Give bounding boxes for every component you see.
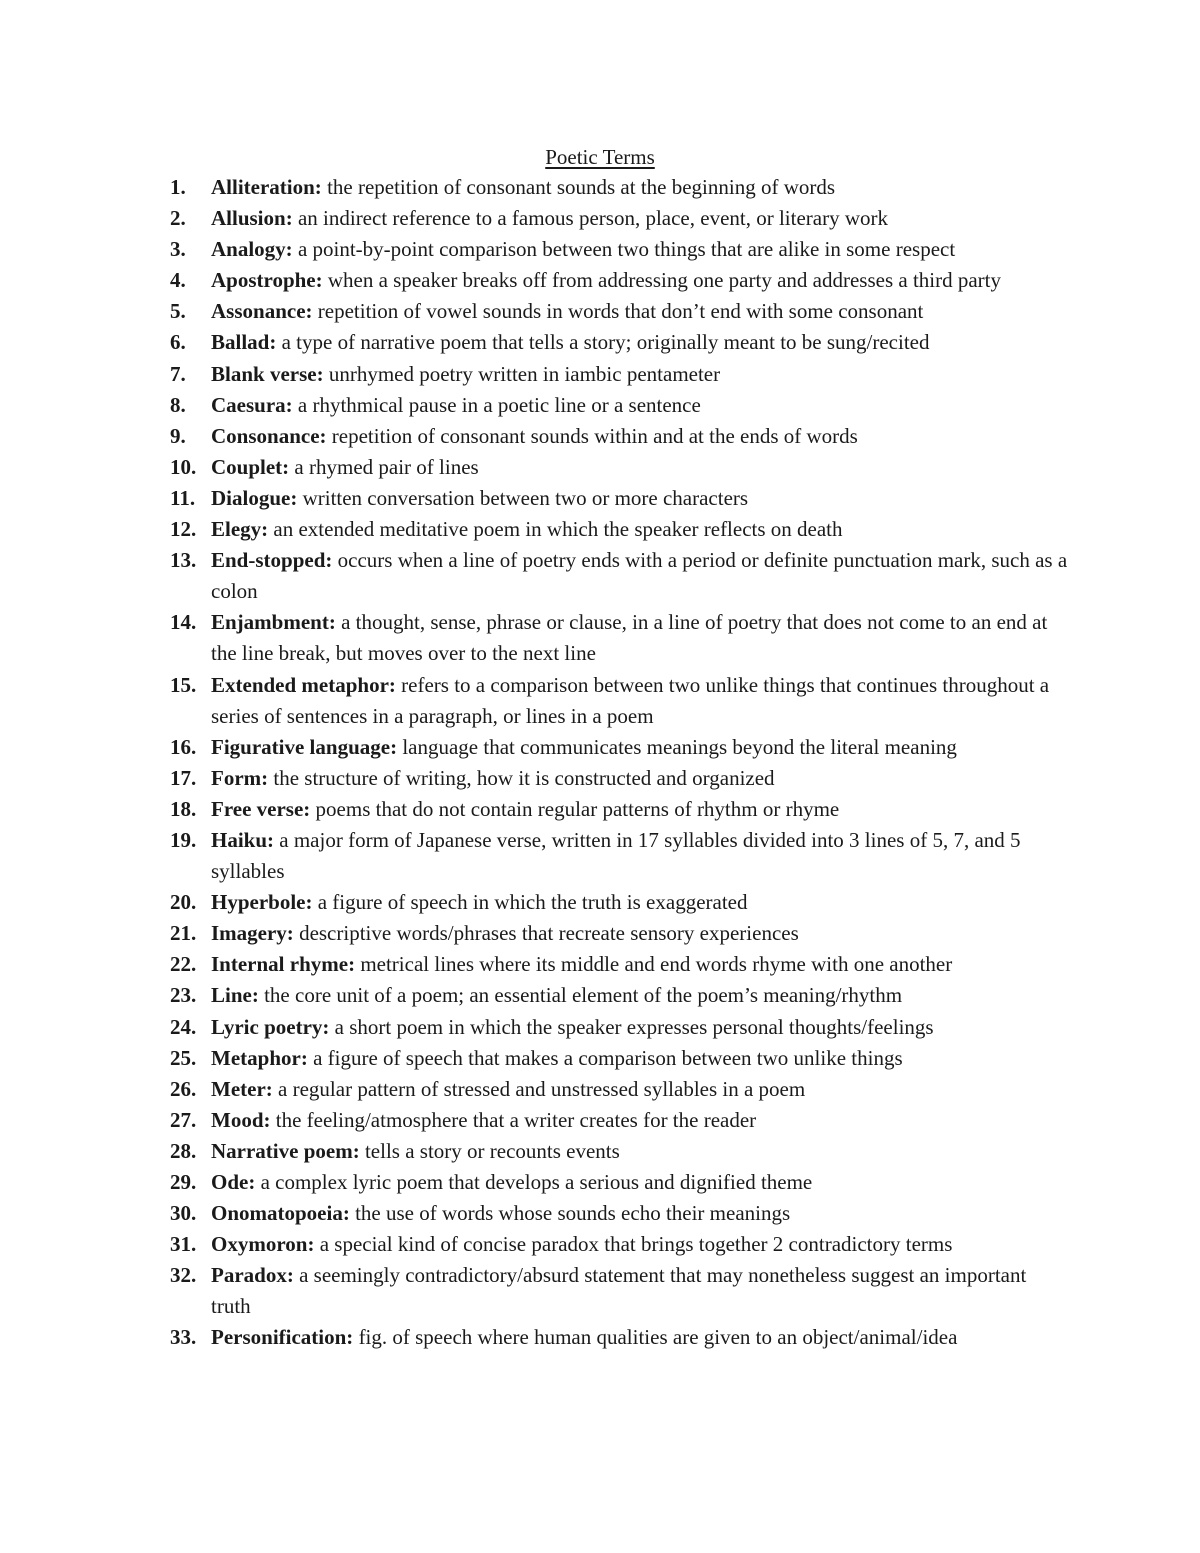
term-number: 20. bbox=[170, 890, 197, 915]
term-number: 14. bbox=[170, 610, 197, 635]
term-number: 4. bbox=[170, 268, 186, 293]
term-entry bbox=[170, 203, 1070, 234]
term-entry bbox=[170, 1074, 1070, 1105]
term-entry bbox=[170, 172, 1070, 203]
term-definition: occurs when a line of poetry ends with a period or definite punctuation mark, such as a colon bbox=[211, 548, 1068, 604]
term-entry bbox=[170, 918, 1070, 949]
term-entry bbox=[170, 1229, 1070, 1260]
term-name: Onomatopoeia: bbox=[211, 1201, 350, 1226]
term-number: 25. bbox=[170, 1045, 197, 1070]
term-entry bbox=[170, 1012, 1070, 1043]
term-number: 8. bbox=[170, 392, 186, 417]
term-definition: poems that do not contain regular patterns of rhythm or rhyme bbox=[315, 796, 840, 821]
term-entry bbox=[170, 421, 1070, 452]
term-number: 1. bbox=[170, 175, 186, 199]
term-definition: fig. of speech where human qualities are given to an object/animal/idea bbox=[358, 1325, 958, 1350]
term-entry bbox=[170, 327, 1070, 358]
term-definition: the feeling/atmosphere that a writer creates for the reader bbox=[275, 1107, 757, 1132]
term-definition: a major form of Japanese verse, written in 17 syllables divided into 3 lines of 5, 7, and 5 syllables bbox=[211, 827, 1021, 884]
term-entry bbox=[170, 887, 1070, 918]
term-name: Dialogue: bbox=[211, 485, 298, 510]
term-number: 29. bbox=[170, 1170, 197, 1194]
term-name: Meter: bbox=[211, 1076, 273, 1101]
term-entry bbox=[170, 732, 1070, 763]
term-definition: a seemingly contradictory/absurd statement that may nonetheless suggest an important truth bbox=[211, 1263, 1027, 1319]
term-number: 13. bbox=[170, 548, 197, 573]
term-name: Alliteration: bbox=[211, 175, 322, 199]
term-entry bbox=[170, 1260, 1070, 1322]
term-number: 3. bbox=[170, 237, 186, 262]
term-name: Form: bbox=[211, 765, 269, 790]
term-name: Allusion: bbox=[211, 206, 293, 231]
page-title: Poetic Terms bbox=[545, 145, 655, 169]
term-entry bbox=[170, 514, 1070, 545]
term-name: Apostrophe: bbox=[211, 268, 323, 293]
term-definition: a thought, sense, phrase or clause, in a line of poetry that does not come to an end at the line break, but moves over to the next line bbox=[211, 610, 1048, 666]
term-name: Paradox: bbox=[211, 1263, 294, 1288]
term-definition: a regular pattern of stressed and unstressed syllables in a poem bbox=[278, 1076, 806, 1101]
term-name: Ballad: bbox=[211, 330, 277, 355]
term-name: Haiku: bbox=[211, 827, 275, 852]
term-name: Internal rhyme: bbox=[211, 952, 356, 977]
term-name: Couplet: bbox=[211, 454, 290, 479]
term-number: 30. bbox=[170, 1201, 197, 1226]
term-definition: an extended meditative poem in which the speaker reflects on death bbox=[273, 517, 843, 542]
term-entry bbox=[170, 949, 1070, 980]
term-name: Narrative poem: bbox=[211, 1138, 360, 1163]
term-entry bbox=[170, 452, 1070, 483]
term-definition: repetition of consonant sounds within and at the ends of words bbox=[331, 423, 858, 448]
term-entry bbox=[170, 980, 1070, 1011]
term-number: 12. bbox=[170, 517, 197, 542]
term-definition: a complex lyric poem that develops a serious and dignified theme bbox=[260, 1170, 813, 1194]
term-name: Ode: bbox=[211, 1170, 256, 1194]
term-number: 7. bbox=[170, 361, 186, 386]
term-name: Free verse: bbox=[211, 796, 311, 821]
term-definition: a point-by-point comparison between two things that are alike in some respect bbox=[297, 237, 956, 262]
term-entry bbox=[170, 763, 1070, 794]
term-number: 22. bbox=[170, 952, 197, 977]
term-number: 19. bbox=[170, 827, 197, 852]
term-definition: refers to a comparison between two unlike things that continues throughout a series of sentences in a paragraph, or lines in a poem bbox=[211, 672, 1050, 728]
term-number: 33. bbox=[170, 1325, 197, 1350]
term-definition: a figure of speech that makes a comparison between two unlike things bbox=[313, 1045, 903, 1070]
term-definition: the structure of writing, how it is constructed and organized bbox=[273, 765, 775, 790]
term-name: Line: bbox=[211, 983, 259, 1008]
term-definition: written conversation between two or more characters bbox=[302, 485, 749, 510]
term-entry bbox=[170, 296, 1070, 327]
term-number: 21. bbox=[170, 921, 197, 946]
term-name: Metaphor: bbox=[211, 1045, 308, 1070]
term-name: Elegy: bbox=[211, 517, 269, 542]
term-name: Enjambment: bbox=[211, 610, 336, 635]
term-definition: a figure of speech in which the truth is exaggerated bbox=[317, 890, 748, 915]
term-definition: tells a story or recounts events bbox=[364, 1138, 620, 1163]
term-name: Blank verse: bbox=[211, 361, 324, 386]
term-entry bbox=[170, 234, 1070, 265]
term-name: Analogy: bbox=[211, 237, 293, 262]
term-number: 23. bbox=[170, 983, 197, 1008]
term-name: Hyperbole: bbox=[211, 890, 313, 915]
term-name: End-stopped: bbox=[211, 548, 333, 573]
term-number: 24. bbox=[170, 1014, 197, 1039]
term-definition: descriptive words/phrases that recreate sensory experiences bbox=[299, 921, 799, 946]
term-entry bbox=[170, 1105, 1070, 1136]
term-entry bbox=[170, 670, 1070, 732]
term-entry bbox=[170, 483, 1070, 514]
term-number: 26. bbox=[170, 1076, 197, 1101]
term-definition: metrical lines where its middle and end words rhyme with one another bbox=[360, 952, 953, 977]
term-entry bbox=[170, 545, 1070, 607]
term-name: Personification: bbox=[211, 1325, 354, 1350]
term-definition: when a speaker breaks off from addressing one party and addresses a third party bbox=[327, 268, 1002, 293]
term-definition: the core unit of a poem; an essential element of the poem’s meaning/rhythm bbox=[264, 983, 903, 1008]
term-name: Figurative language: bbox=[211, 734, 398, 759]
term-name: Extended metaphor: bbox=[211, 672, 396, 697]
term-number: 17. bbox=[170, 765, 197, 790]
term-definition: language that communicates meanings beyond the literal meaning bbox=[402, 734, 957, 759]
term-entry bbox=[170, 265, 1070, 296]
term-definition: repetition of vowel sounds in words that don’t end with some consonant bbox=[317, 299, 924, 324]
term-number: 2. bbox=[170, 206, 186, 231]
term-number: 10. bbox=[170, 454, 197, 479]
term-name: Oxymoron: bbox=[211, 1232, 315, 1257]
term-number: 5. bbox=[170, 299, 186, 324]
term-entry bbox=[170, 607, 1070, 669]
term-entry bbox=[170, 1136, 1070, 1167]
term-entry bbox=[170, 1198, 1070, 1229]
term-entry bbox=[170, 1322, 1070, 1353]
term-number: 9. bbox=[170, 423, 186, 448]
term-definition: an indirect reference to a famous person, place, event, or literary work bbox=[297, 206, 889, 231]
term-definition: a rhythmical pause in a poetic line or a sentence bbox=[297, 392, 701, 417]
term-number: 32. bbox=[170, 1263, 197, 1288]
term-definition: a rhymed pair of lines bbox=[294, 454, 479, 479]
term-entry bbox=[170, 794, 1070, 825]
term-name: Consonance: bbox=[211, 423, 327, 448]
term-definition: a special kind of concise paradox that brings together 2 contradictory terms bbox=[319, 1232, 953, 1257]
term-definition: unrhymed poetry written in iambic pentameter bbox=[328, 361, 721, 386]
term-name: Imagery: bbox=[211, 921, 294, 946]
term-name: Assonance: bbox=[211, 299, 313, 324]
term-number: 6. bbox=[170, 330, 186, 355]
term-number: 15. bbox=[170, 672, 197, 697]
term-definition: a short poem in which the speaker expresses personal thoughts/feelings bbox=[334, 1014, 934, 1039]
term-entry bbox=[170, 390, 1070, 421]
term-definition: a type of narrative poem that tells a story; originally meant to be sung/recited bbox=[281, 330, 930, 355]
term-name: Caesura: bbox=[211, 392, 293, 417]
term-entry bbox=[170, 825, 1070, 887]
term-number: 31. bbox=[170, 1232, 197, 1257]
term-name: Lyric poetry: bbox=[211, 1014, 330, 1039]
terms-list bbox=[170, 172, 1070, 1354]
term-name: Mood: bbox=[211, 1107, 271, 1132]
term-entry bbox=[170, 1167, 1070, 1198]
term-entry bbox=[170, 359, 1070, 390]
term-number: 28. bbox=[170, 1138, 197, 1163]
term-number: 27. bbox=[170, 1107, 197, 1132]
term-definition: the repetition of consonant sounds at the beginning of words bbox=[327, 175, 836, 199]
term-number: 11. bbox=[170, 485, 196, 510]
term-entry bbox=[170, 1043, 1070, 1074]
term-number: 18. bbox=[170, 796, 197, 821]
term-definition: the use of words whose sounds echo their meanings bbox=[355, 1201, 791, 1226]
term-number: 16. bbox=[170, 734, 197, 759]
